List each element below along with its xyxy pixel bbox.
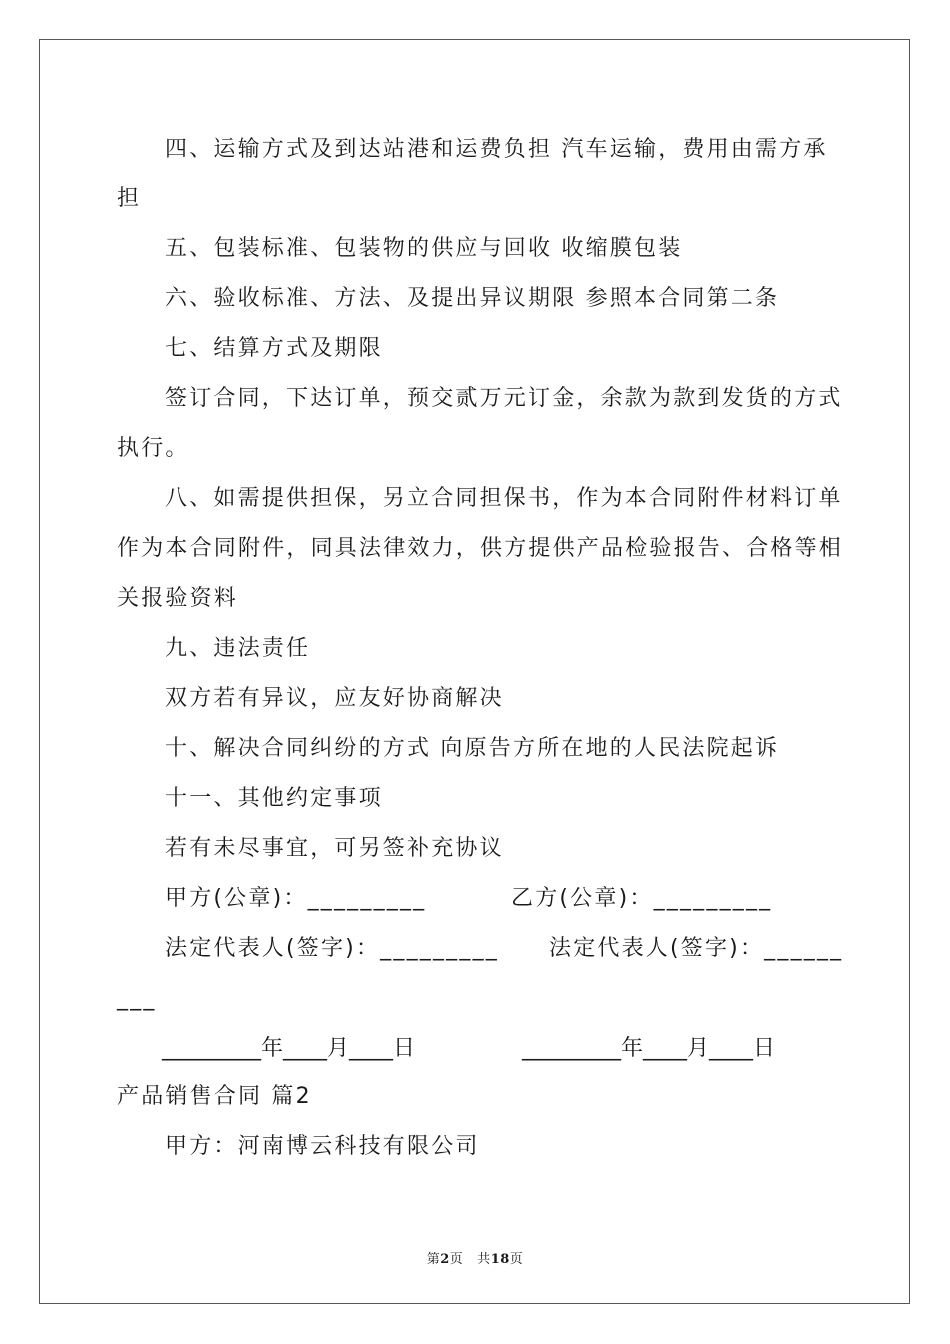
footer-page-number: 2 bbox=[440, 1252, 450, 1267]
clause-9-body: 双方若有异议，应友好协商解决 bbox=[165, 686, 504, 711]
footer-page-prefix: 第 bbox=[426, 1252, 441, 1267]
clause-7-heading: 七、结算方式及期限 bbox=[165, 336, 383, 361]
footer-total-suffix: 页 bbox=[509, 1252, 524, 1267]
party-a-date-field: _________年____月____日 bbox=[162, 1036, 416, 1061]
footer-total-pages: 18 bbox=[490, 1252, 510, 1267]
clause-8-line-3: 关报验资料 bbox=[117, 586, 239, 611]
clause-4-line-2: 担 bbox=[117, 186, 142, 211]
party-a-seal-field: 甲方(公章)：_________ bbox=[165, 886, 427, 911]
clause-8-line-2: 作为本合同附件，同具法律效力，供方提供产品检验报告、合格等相 bbox=[117, 536, 844, 561]
party-b-seal-field: 乙方(公章)：_________ bbox=[511, 886, 773, 911]
party-a-representative-field: 法定代表人(签字)：_________ bbox=[165, 936, 499, 961]
clause-6: 六、验收标准、方法、及提出异议期限 参照本合同第二条 bbox=[165, 286, 780, 311]
clause-5: 五、包装标准、包装物的供应与回收 收缩膜包装 bbox=[165, 236, 683, 261]
footer-page-suffix: 页 bbox=[449, 1252, 464, 1267]
clause-4-line-1: 四、运输方式及到达站港和运费负担 汽车运输，费用由需方承 bbox=[165, 137, 828, 162]
party-b-representative-field-continued: ___ bbox=[117, 986, 157, 1011]
clause-9-heading: 九、违法责任 bbox=[165, 636, 311, 661]
clause-10: 十、解决合同纠纷的方式 向原告方所在地的人民法院起诉 bbox=[165, 736, 780, 761]
section-2-title: 产品销售合同 篇2 bbox=[117, 1084, 312, 1109]
footer-total-prefix: 共 bbox=[477, 1252, 491, 1267]
clause-11-heading: 十一、其他约定事项 bbox=[165, 786, 383, 811]
page-border bbox=[39, 39, 910, 1304]
page-footer bbox=[0, 1248, 950, 1267]
clause-8-line-1: 八、如需提供担保，另立合同担保书，作为本合同附件材料订单 bbox=[165, 486, 843, 511]
clause-7-body-line-1: 签订合同，下达订单，预交贰万元订金，余款为款到发货的方式 bbox=[165, 386, 843, 411]
clause-11-body: 若有未尽事宜，可另签补充协议 bbox=[165, 836, 504, 861]
party-b-representative-field: 法定代表人(签字)：______ bbox=[549, 936, 844, 961]
party-b-date-field: _________年____月____日 bbox=[522, 1036, 776, 1061]
clause-7-body-line-2: 执行。 bbox=[117, 436, 190, 461]
section-2-party-a: 甲方：河南博云科技有限公司 bbox=[165, 1134, 480, 1159]
